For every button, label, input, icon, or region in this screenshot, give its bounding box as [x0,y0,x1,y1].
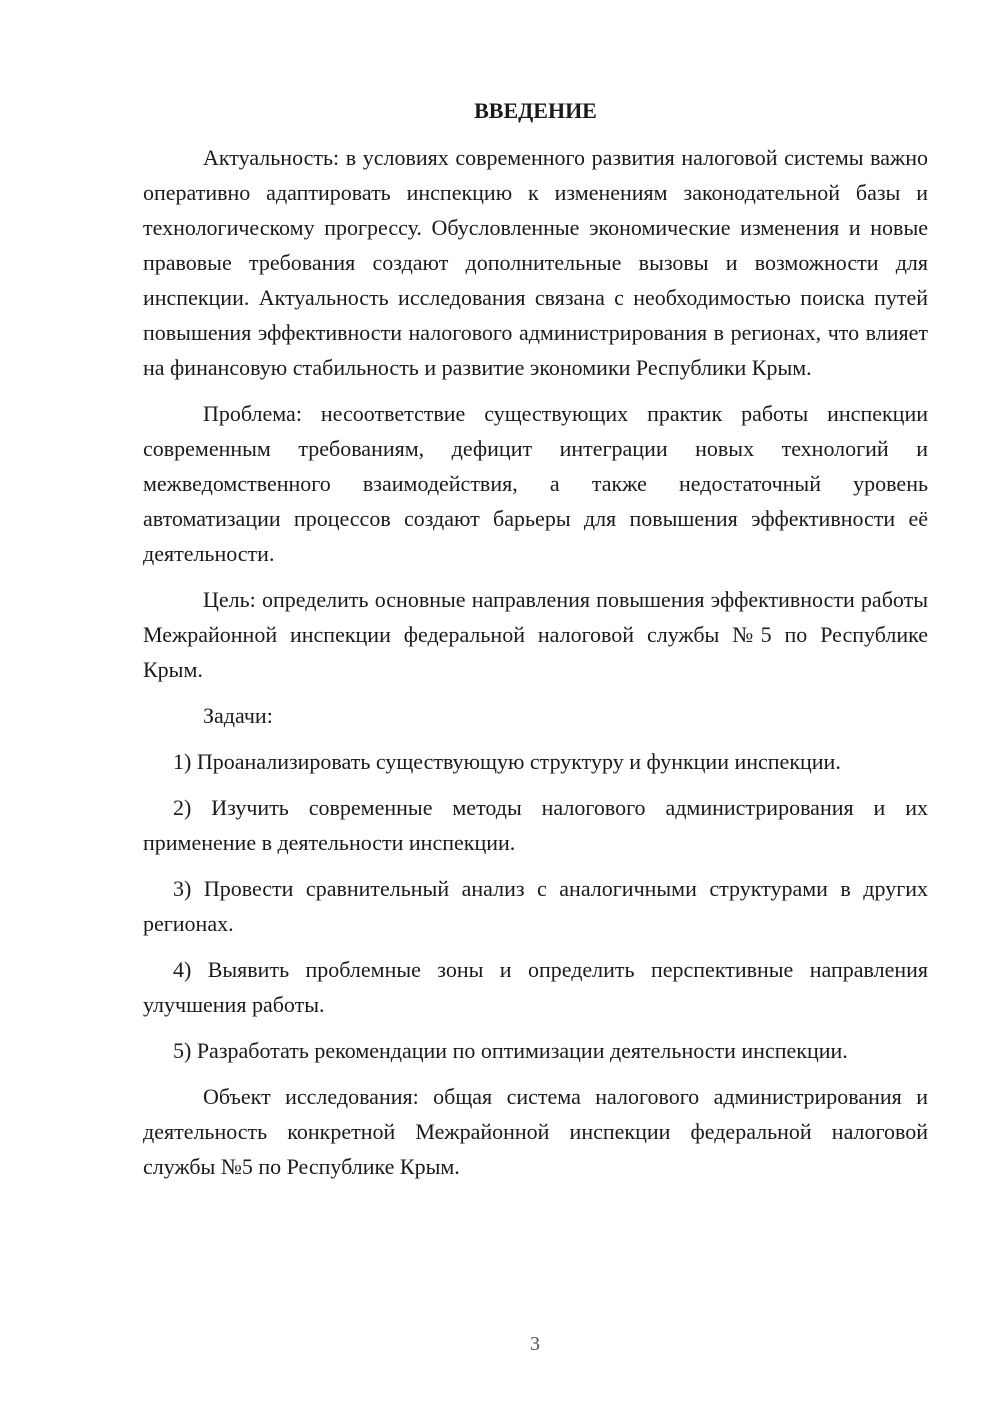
section-heading: ВВЕДЕНИЕ [474,98,597,123]
document-page [143,96,928,1184]
task-item: 3) Провести сравнительный анализ с аналогичными структурами в других регионах. [143,876,928,936]
task-item: 2) Изучить современные методы налогового администрирования и их применение в деятельности инспекции. [143,795,928,855]
task-item: 4) Выявить проблемные зоны и определить перспективные направления улучшения работы. [143,957,928,1017]
goal-paragraph: Цель: определить основные направления повышения эффективности работы Межрайонной инспекции федеральной налоговой службы №5 по Республике Крым. [143,587,928,682]
relevance-paragraph: Актуальность: в условиях современного развития налоговой системы важно оперативно адаптировать инспекцию к изменениям законодательной базы и технологическому прогрессу. Обусловленные экономические изменения и новые правовые требования создают дополнительные вызовы и возможности для инспекции. Актуальность исследования связана с необходимостью поиска путей повышения эффективности налогового администрирования в регионах, что влияет на финансовую стабильность и развитие экономики Республики Крым. [143,145,928,380]
object-paragraph: Объект исследования: общая система налогового администрирования и деятельность конкретной Межрайонной инспекции федеральной налоговой службы №5 по Республике Крым. [143,1084,928,1179]
page-number: 3 [530,1333,540,1355]
tasks-label: Задачи: [203,703,273,728]
task-item: 5) Разработать рекомендации по оптимизации деятельности инспекции. [173,1038,848,1063]
task-item: 1) Проанализировать существующую структуру и функции инспекции. [173,749,841,774]
problem-paragraph: Проблема: несоответствие существующих практик работы инспекции современным требованиям, дефицит интеграции новых технологий и межведомственного взаимодействия, а также недостаточный уровень автоматизации процессов создают барьеры для повышения эффективности её деятельности. [143,401,928,566]
